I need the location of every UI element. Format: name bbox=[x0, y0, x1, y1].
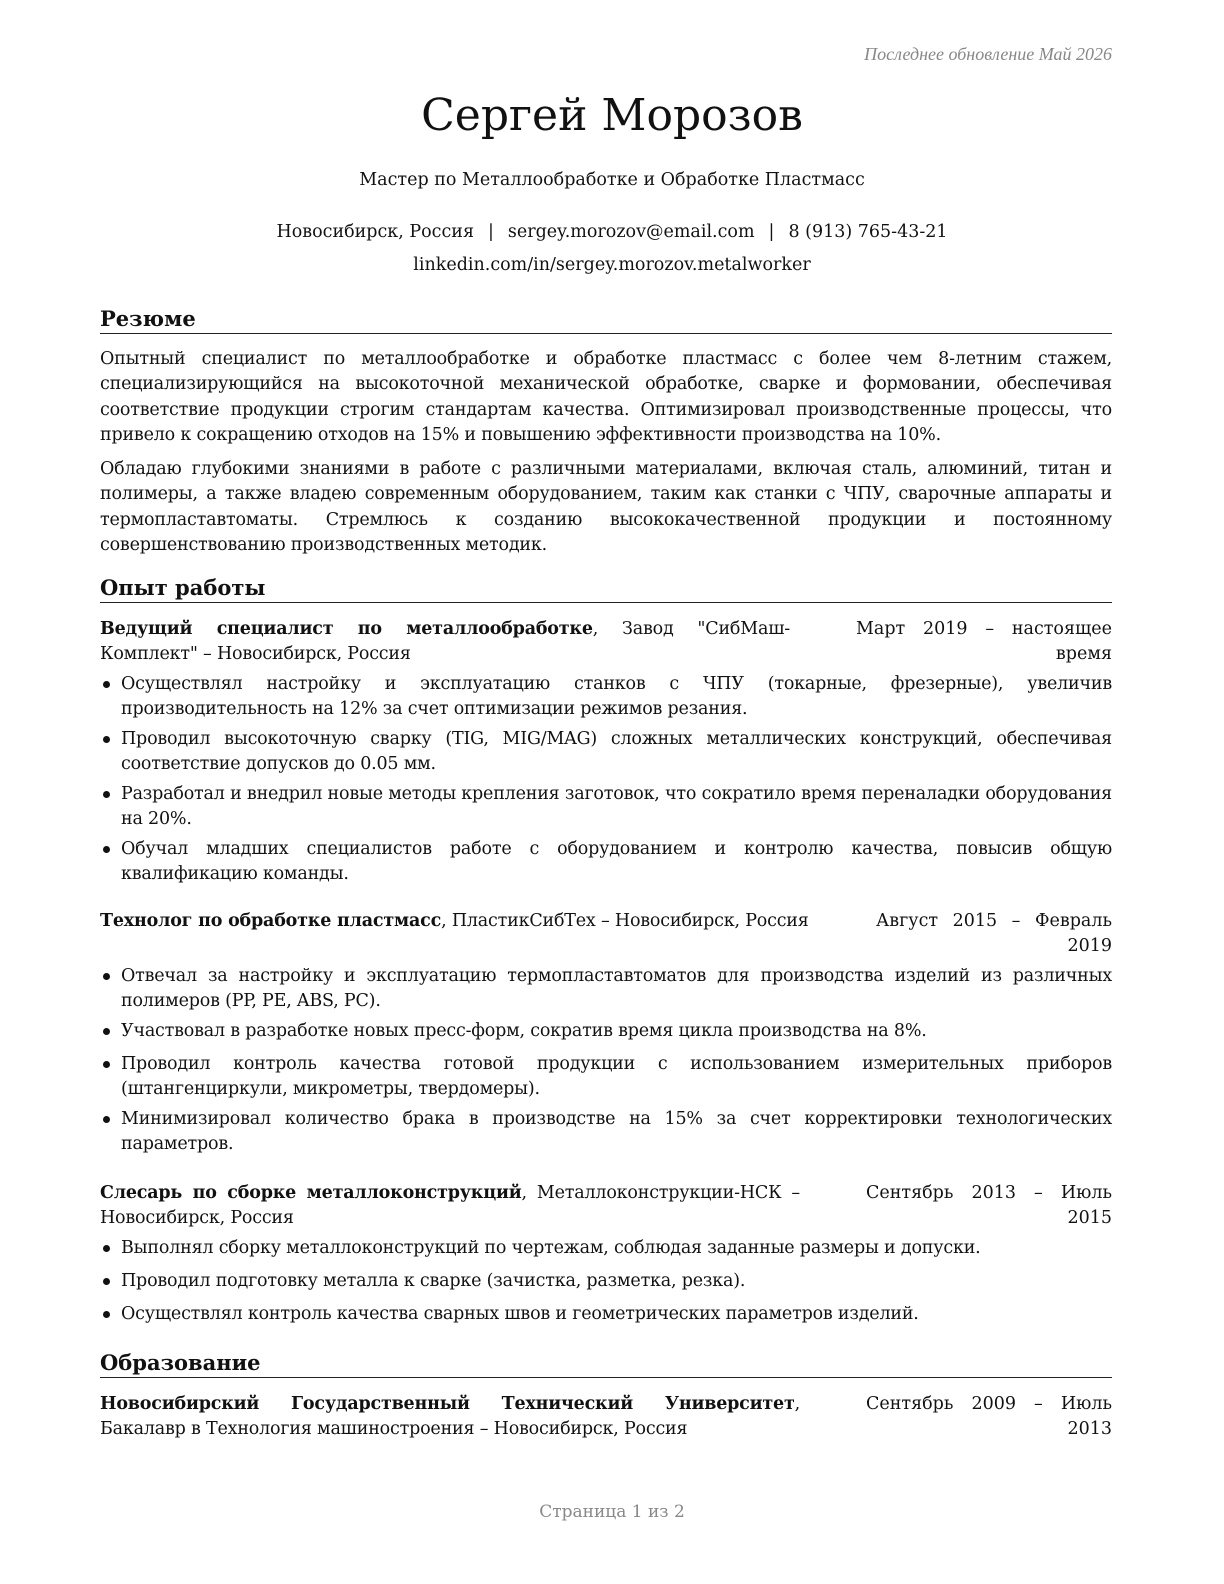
separator: | bbox=[768, 222, 775, 242]
list-item: Проводил контроль качества готовой продукции с использованием измерительных приборов (штангенциркули, микрометры, твердомеры). bbox=[100, 1052, 1112, 1102]
list-item: Разработал и внедрил новые методы крепления заготовок, что сократило время переналадки оборудования на 20%. bbox=[100, 782, 1112, 832]
list-item: Проводил высокоточную сварку (TIG, MIG/MAG) сложных металлических конструкций, обеспечивая соответствие допусков до 0.05 мм. bbox=[100, 727, 1112, 777]
job-bullets bbox=[100, 672, 1112, 887]
contact-line bbox=[0, 220, 1224, 244]
page-number: Страница 1 из 2 bbox=[539, 1502, 685, 1522]
job-bullets bbox=[100, 1236, 1112, 1327]
linkedin-link[interactable]: linkedin.com/in/sergey.morozov.metalworker bbox=[413, 255, 811, 275]
list-item: Выполнял сборку металлоконструкций по чертежам, соблюдая заданные размеры и допуски. bbox=[100, 1236, 1112, 1261]
job-company: , ПластикСибТех – Новосибирск, Россия bbox=[441, 911, 809, 931]
school-name: Новосибирский Государственный Технический Университет bbox=[100, 1394, 795, 1414]
education-dates: Сентябрь 2009 – Июль 2013 bbox=[866, 1394, 1112, 1439]
location: Новосибирск, Россия bbox=[276, 222, 474, 242]
separator: | bbox=[488, 222, 494, 242]
job-title-company bbox=[100, 909, 820, 934]
summary-paragraph: Опытный специалист по металлообработке и обработке пластмасс с более чем 8-летним стажем, специализирующийся на высокоточной механической обработке, сварке и формовании, обеспечивая соответствие продукции строгим стандартам качества. Оптимизировал производственные процессы, что привело к сокращению отходов на 15% и повышению эффективности производства на 10%. bbox=[100, 349, 1112, 445]
list-item: Отвечал за настройку и эксплуатацию термопластавтоматов для производства изделий из различных полимеров (PP, PE, ABS, PC). bbox=[100, 964, 1112, 1014]
job-title-company bbox=[100, 617, 790, 667]
list-item: Осуществлял настройку и эксплуатацию станков с ЧПУ (токарные, фрезерные), увеличив производительность на 12% за счет оптимизации режимов резания. bbox=[100, 672, 1112, 722]
section-heading-education: Образование bbox=[100, 1349, 1112, 1378]
section-heading-summary: Резюме bbox=[100, 305, 1112, 334]
job-role: Технолог по обработке пластмасс bbox=[100, 911, 442, 931]
job-title-company bbox=[100, 1181, 800, 1231]
list-item: Минимизировал количество брака в производстве на 15% за счет корректировки технологических параметров. bbox=[100, 1107, 1112, 1157]
job-dates: Сентябрь 2013 – Июль 2015 bbox=[866, 1183, 1112, 1228]
job-bullets bbox=[100, 964, 1112, 1157]
job-company: , Металлоконструкции-НСК – Новосибирск, Россия bbox=[100, 1183, 800, 1228]
summary-paragraph: Обладаю глубокими знаниями в работе с различными материалами, включая сталь, алюминий, титан и полимеры, а также владею современным оборудованием, таким как станки с ЧПУ, сварочные аппараты и термопластавтоматы. Стремлюсь к созданию высококачественной продукции и постоянному совершенствованию производственных методик. bbox=[100, 459, 1112, 555]
job-company: , Завод "СибМаш-Комплект" – Новосибирск, Россия bbox=[100, 619, 790, 664]
job-role: Слесарь по сборке металлоконструкций bbox=[100, 1183, 522, 1203]
degree: , Бакалавр в Технология машиностроения – Новосибирск, Россия bbox=[100, 1394, 800, 1439]
section-heading-experience: Опыт работы bbox=[100, 574, 1112, 603]
list-item: Участвовал в разработке новых пресс-форм, сократив время цикла производства на 8%. bbox=[100, 1019, 1112, 1044]
email-link[interactable]: sergey.morozov@email.com bbox=[507, 222, 755, 242]
list-item: Осуществлял контроль качества сварных швов и геометрических параметров изделий. bbox=[100, 1302, 1112, 1327]
phone: 8 (913) 765-43-21 bbox=[788, 222, 948, 242]
last-updated: Последнее обновление Май 2026 bbox=[864, 44, 1112, 64]
candidate-title: Мастер по Металлообработке и Обработке Пластмасс bbox=[359, 170, 865, 190]
education-school-degree bbox=[100, 1392, 800, 1442]
job-role: Ведущий специалист по металлообработке bbox=[100, 619, 593, 639]
job-dates: Март 2019 – настоящее время bbox=[856, 619, 1112, 664]
list-item: Обучал младших специалистов работе с оборудованием и контролю качества, повысив общую квалификацию команды. bbox=[100, 837, 1112, 887]
list-item: Проводил подготовку металла к сварке (зачистка, разметка, резка). bbox=[100, 1269, 1112, 1294]
job-dates: Август 2015 – Февраль 2019 bbox=[876, 911, 1112, 956]
candidate-name: Сергей Морозов bbox=[421, 90, 803, 141]
